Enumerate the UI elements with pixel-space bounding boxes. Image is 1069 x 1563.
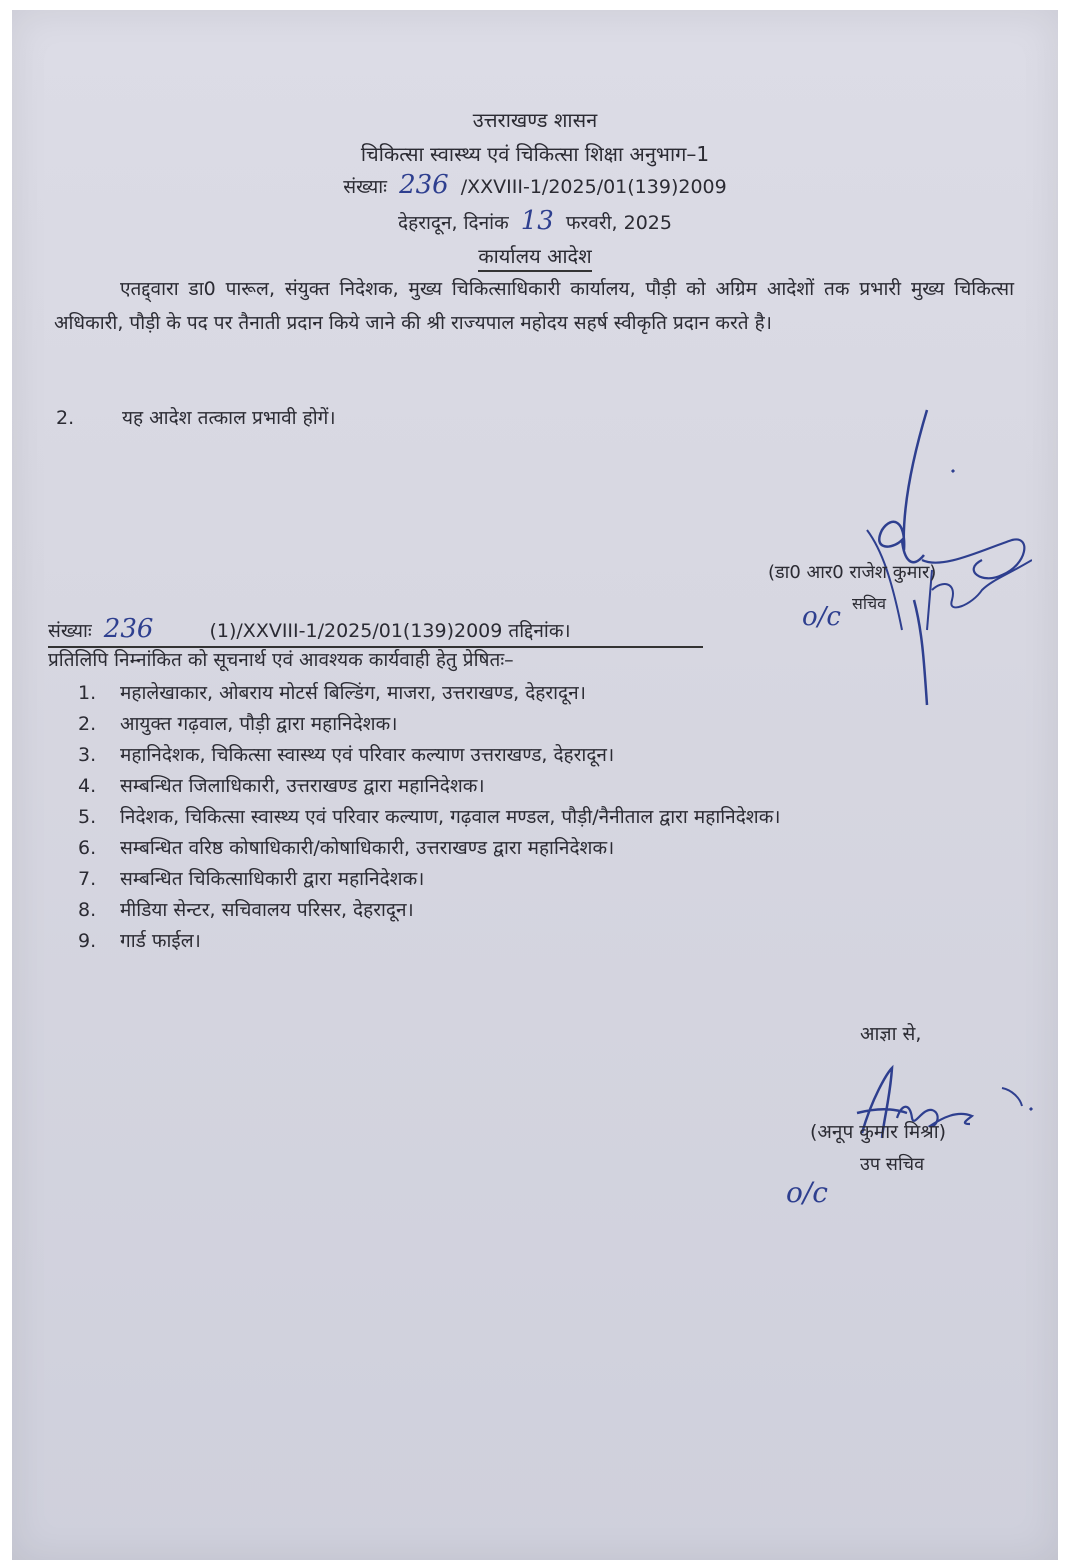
list-item-number: 5. — [78, 806, 97, 828]
order-paragraph-1: एतद्द्वारा डा0 पारूल, संयुक्त निदेशक, मुख्य चिकित्साधिकारी कार्यालय, पौड़ी को अग्रिम आदेशों तक प्रभारी मुख्य चिकित्सा अधिकारी, पौड़ी के पद पर तैनाती प्रदान किये जाने की श्री राज्यपाल महोदय सहर्ष स्वीकृति प्रदान करते है। — [54, 278, 1014, 334]
list-item-number: 7. — [78, 868, 97, 890]
copy-reference-line — [48, 614, 703, 648]
list-item-number: 2. — [78, 713, 97, 735]
list-item-text: महालेखाकार, ओबराय मोटर्स बिल्डिंग, माजरा, उत्तराखण्ड, देहरादून। — [120, 682, 586, 704]
signatory-2-handwritten-note: o/c — [786, 1176, 828, 1209]
list-item-text: मीडिया सेन्टर, सचिवालय परिसर, देहरादून। — [120, 899, 414, 921]
order-paragraph-2 — [56, 404, 336, 430]
list-item-number: 4. — [78, 775, 97, 797]
copy-intro: प्रतिलिपि निम्नांकित को सूचनार्थ एवं आवश्यक कार्यवाही हेतु प्रेषितः– — [48, 649, 514, 671]
list-item-text: सम्बन्धित चिकित्साधिकारी द्वारा महानिदेशक। — [120, 868, 425, 890]
signatory-1-handwritten-note: o/c — [802, 602, 841, 632]
copy-number-label: संख्याः — [48, 620, 92, 642]
date-suffix: फरवरी, 2025 — [565, 212, 672, 234]
order-number-handwritten: 236 — [399, 170, 449, 200]
order-number-suffix: /XXVIII-1/2025/01(139)2009 — [460, 176, 727, 198]
signatory-1-title: सचिव — [852, 594, 887, 613]
list-item-number: 6. — [78, 837, 97, 859]
copy-number-suffix: (1)/XXVIII-1/2025/01(139)2009 तद्दिनांक। — [209, 620, 571, 642]
list-item — [78, 895, 1013, 926]
list-item-number: 9. — [78, 930, 97, 952]
list-item — [78, 802, 1013, 833]
by-order-text: आज्ञा से, — [860, 1023, 922, 1045]
list-item — [78, 926, 1013, 957]
place-date-line — [12, 206, 1058, 236]
copy-number-handwritten: 236 — [103, 614, 154, 644]
list-item-text: गार्ड फाईल। — [120, 930, 201, 952]
list-item-text: निदेशक, चिकित्सा स्वास्थ्य एवं परिवार कल्याण, गढ़वाल मण्डल, पौड़ी/नैनीताल द्वारा महानिदेशक। — [120, 806, 781, 828]
signature-1-mark — [832, 400, 1032, 710]
paragraph-2-text: यह आदेश तत्काल प्रभावी होगें। — [122, 407, 336, 429]
list-item-text: सम्बन्धित वरिष्ठ कोषाधिकारी/कोषाधिकारी, उत्तराखण्ड द्वारा महानिदेशक। — [120, 837, 615, 859]
paragraph-2-number: 2. — [56, 407, 75, 429]
list-item-number: 8. — [78, 899, 97, 921]
list-item — [78, 740, 1013, 771]
list-item-text: आयुक्त गढ़वाल, पौड़ी द्वारा महानिदेशक। — [120, 713, 398, 735]
list-item — [78, 833, 1013, 864]
signatory-2-name: (अनूप कुमार मिश्रा) — [810, 1121, 947, 1143]
order-number-label: संख्याः — [343, 176, 388, 198]
list-item-text: सम्बन्धित जिलाधिकारी, उत्तराखण्ड द्वारा महानिदेशक। — [120, 775, 485, 797]
order-number-line — [12, 170, 1058, 200]
doc-type-title: कार्यालय आदेश — [478, 244, 592, 272]
government-heading: उत्तराखण्ड शासन — [472, 108, 598, 132]
signatory-2-title: उप सचिव — [860, 1154, 925, 1175]
list-item-number: 3. — [78, 744, 97, 766]
list-item-number: 1. — [78, 682, 97, 704]
list-item — [78, 771, 1013, 802]
distribution-list — [78, 678, 1013, 957]
list-item-text: महानिदेशक, चिकित्सा स्वास्थ्य एवं परिवार कल्याण उत्तराखण्ड, देहरादून। — [120, 744, 615, 766]
list-item — [78, 864, 1013, 895]
place-date-prefix: देहरादून, दिनांक — [398, 212, 509, 234]
date-day-handwritten: 13 — [520, 206, 554, 236]
department-heading: चिकित्सा स्वास्थ्य एवं चिकित्सा शिक्षा अनुभाग–1 — [360, 142, 710, 166]
list-item — [78, 709, 1013, 740]
signatory-1-name: (डा0 आर0 राजेश कुमार) — [768, 562, 937, 583]
document-page — [12, 10, 1058, 1560]
doc-type-heading — [12, 242, 1058, 269]
list-item — [78, 678, 1013, 709]
